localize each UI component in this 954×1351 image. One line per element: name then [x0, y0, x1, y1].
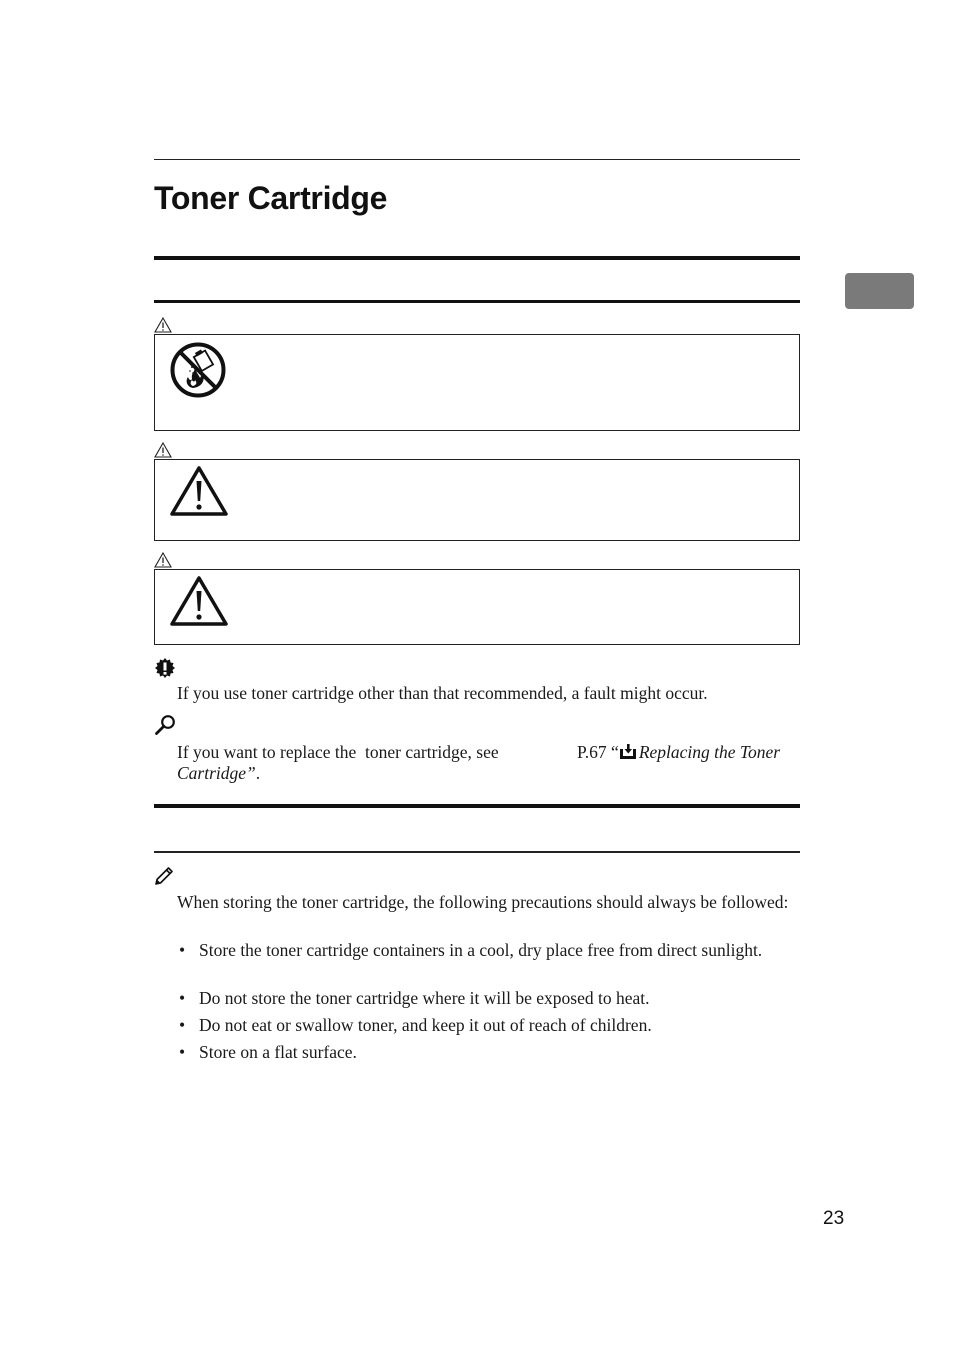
important-text: If you use toner cartridge other than that recommended, a fault might occur.	[177, 683, 708, 703]
safety-box-no-fire	[154, 334, 800, 431]
section-rule-bottom-2	[154, 851, 800, 853]
reference-text-end: .	[255, 763, 261, 783]
warning-triangle-icon	[169, 465, 229, 517]
reference-link-text: Replacing the Toner	[638, 742, 781, 762]
section-rule-top	[154, 256, 800, 260]
reference-text-before: If you want to replace the toner cartridge, see	[177, 742, 499, 762]
pencil-icon	[154, 866, 174, 886]
small-warning-icon	[154, 442, 172, 458]
toner-replace-icon	[619, 743, 637, 760]
small-warning-icon	[154, 552, 172, 568]
small-warning-icon	[154, 317, 172, 333]
list-item: • Store on a flat surface.	[177, 1042, 800, 1063]
list-item: • Do not eat or swallow toner, and keep it out of reach of children.	[177, 1015, 800, 1036]
note-intro: When storing the toner cartridge, the following precautions should always be followed:	[177, 892, 789, 912]
reference-link-text-2[interactable]: Cartridge”	[177, 763, 256, 783]
header-rule	[154, 159, 800, 160]
reference-page-ref: P.67 “	[577, 742, 619, 762]
no-open-flame-icon	[169, 341, 227, 399]
warning-triangle-icon	[169, 575, 229, 627]
safety-box-warning-1	[154, 459, 800, 541]
important-icon	[154, 657, 176, 679]
reference-text	[177, 742, 800, 786]
magnifier-icon	[154, 714, 176, 736]
page-title: Toner Cartridge	[154, 180, 388, 216]
chapter-tab-marker	[845, 273, 914, 309]
safety-box-warning-2	[154, 569, 800, 645]
reference-text-line2	[177, 763, 260, 784]
list-item: • Do not store the toner cartridge where it will be exposed to heat.	[177, 988, 800, 1009]
list-item: • Store the toner cartridge containers in a cool, dry place free from direct sunlight.	[177, 940, 800, 961]
page-number: 23	[823, 1208, 845, 1229]
reference-link[interactable]	[577, 742, 780, 763]
section-rule-top-2	[154, 804, 800, 808]
section-rule-bottom	[154, 300, 800, 303]
